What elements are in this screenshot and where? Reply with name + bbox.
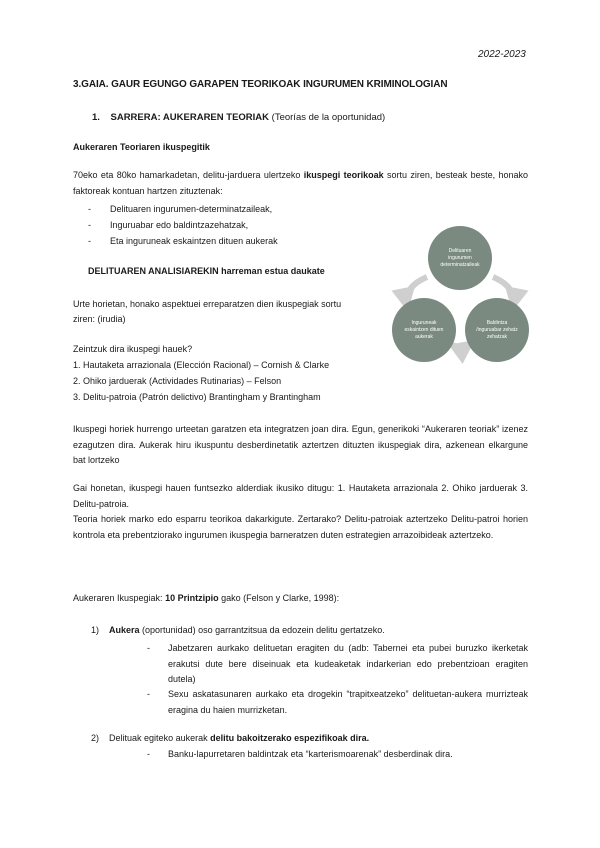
diagram-label-left: eskaintzen dituen (404, 327, 444, 333)
principle-subitem (147, 641, 528, 688)
dash: - (147, 643, 150, 653)
section-title-bold: SARRERA: AUKERAREN TEORIAK (110, 112, 270, 123)
diagram-label-top: ingurumen (448, 255, 472, 261)
list-item-text: Eta inguruneak eskaintzen dituen aukerak (110, 236, 278, 246)
list-item: - Eta inguruneak eskaintzen dituen aukerak (88, 236, 278, 246)
principle-bold: Aukera (109, 625, 140, 635)
diagram-label-top: Delituaren (448, 248, 472, 254)
intro-text-end: sortu ziren, besteak beste, honako faktoreak kontuan hartzen zituztenak: (73, 170, 528, 196)
diagram-label-left: Inguruneak (411, 320, 437, 326)
approach-item: 1. Hautaketa arrazionala (Elección Racional) – Cornish & Clarke (73, 360, 330, 370)
diagram-label-right: zehatzak (486, 334, 508, 340)
list-item: - Inguruabar edo baldintzazehatzak, (88, 220, 249, 230)
aspects-line1: Urte horietan, honako aspektuei erreparatzen dien ikuspegiak sortu (73, 299, 342, 309)
analysis-heading: DELITUAREN ANALISIAREKIN harreman estua daukate (88, 266, 325, 276)
principle-subitem (147, 687, 528, 718)
approach-item: 2. Ohiko jarduerak (Actividades Rutinarias) – Felson (73, 376, 282, 386)
intro-text: 70eko eta 80ko hamarkadetan, delitu-jarduera ulertzeko (73, 170, 304, 180)
diagram-label-top: determinatzaileak (440, 262, 480, 268)
intro-bold: ikuspegi teorikoak (303, 170, 384, 180)
principle-text: (oportunidad) oso garrantzitsua da edozein delitu gertatzeko. (139, 625, 385, 635)
dash: - (147, 689, 150, 699)
paragraph-ikuspegi: Ikuspegi horiek hurrengo urteetan garatzen eta integratzen joan dira. Egun, generikoki “Aukeraren teoriak” izenez ezagutzen dira. Aukerak hiru ikuspuntu desberdinetatik aztertzen dituzten ikuspegiak dira, azkenean elkargune bat lortzeko (73, 424, 528, 465)
subheading: Aukeraren Teoriaren ikuspegitik (73, 142, 210, 152)
diagram-label-right: /inguruabar zehatz (476, 327, 518, 333)
list-item-text: Delituaren ingurumen-determinatzaileak, (110, 204, 273, 214)
principles-intro (73, 593, 339, 603)
section-title-rest: (Teorías de la oportunidad) (269, 112, 386, 123)
principles-intro-text: Aukeraren Ikuspegiak: (73, 593, 166, 603)
principle-number: 2) (91, 733, 100, 743)
section-number: 1. (92, 112, 100, 123)
paragraph-teoria: Teoria horiek marko edo esparru teorikoa dakarkigute. Zertarako? Delitu-patroiak aztertzeko Delitu-patroi horien kontrola eta prebentziorako ingurumen ikuspegia barneratzen duten estrategien arrazoibideak aztertzeko. (73, 514, 528, 540)
subitem-text: Banku-lapurretaren baldintzak eta “karterismoarenak” desberdinak dira. (168, 749, 453, 759)
dash: - (147, 749, 150, 759)
paragraph-gai: Gai honetan, ikuspegi hauen funtsezko alderdiak ikusiko ditugu: 1. Hautaketa arrazionala 2. Ohiko jarduerak 3. Delitu-patroia. (73, 483, 528, 509)
question: Zeintzuk dira ikuspegi hauek? (73, 344, 193, 354)
subitem-text: Jabetzaren aurkako delituetan eragiten du (adb: Tabernei eta pubei buruzko ikerketak erakutsi dute bere diseinuak eta kudeaketak indarkerian edo prebentzioan eragiten dutela) (168, 643, 528, 684)
list-item-text: Inguruabar edo baldintzazehatzak, (110, 220, 249, 230)
page-title: 3.GAIA. GAUR EGUNGO GARAPEN TEORIKOAK INGURUMEN KRIMINOLOGIAN (73, 79, 448, 90)
subitem-text: Sexu askatasunaren aurkako eta drogekin “trapitxeatzeko” delituetan-aukera murrizteak eragina du haien murrizketan. (168, 689, 528, 715)
approach-item: 3. Delitu-patroia (Patrón delictivo) Brantingham y Brantingham (73, 392, 321, 402)
diagram-label-left: aukerak (415, 334, 433, 340)
section-heading (92, 112, 385, 123)
principle-subitem (147, 749, 453, 759)
principle-bold: delitu bakoitzerako espezifikoak dira. (210, 733, 370, 743)
intro-paragraph (73, 168, 528, 199)
list-item: - Delituaren ingurumen-determinatzaileak, (88, 204, 273, 214)
principles-intro-end: gako (Felson y Clarke, 1998): (218, 593, 340, 603)
principle-text: Delituak egiteko aukerak (109, 733, 211, 743)
aspects-line2: ziren: (irudia) (73, 314, 126, 324)
principle-item (91, 733, 369, 743)
principle-item (91, 625, 385, 635)
document-year: 2022-2023 (478, 49, 526, 60)
principles-intro-bold: 10 Printzipio (165, 593, 219, 603)
diagram-label-right: Baldintza (486, 320, 508, 326)
opportunity-diagram (389, 225, 531, 371)
principle-number: 1) (91, 625, 100, 635)
